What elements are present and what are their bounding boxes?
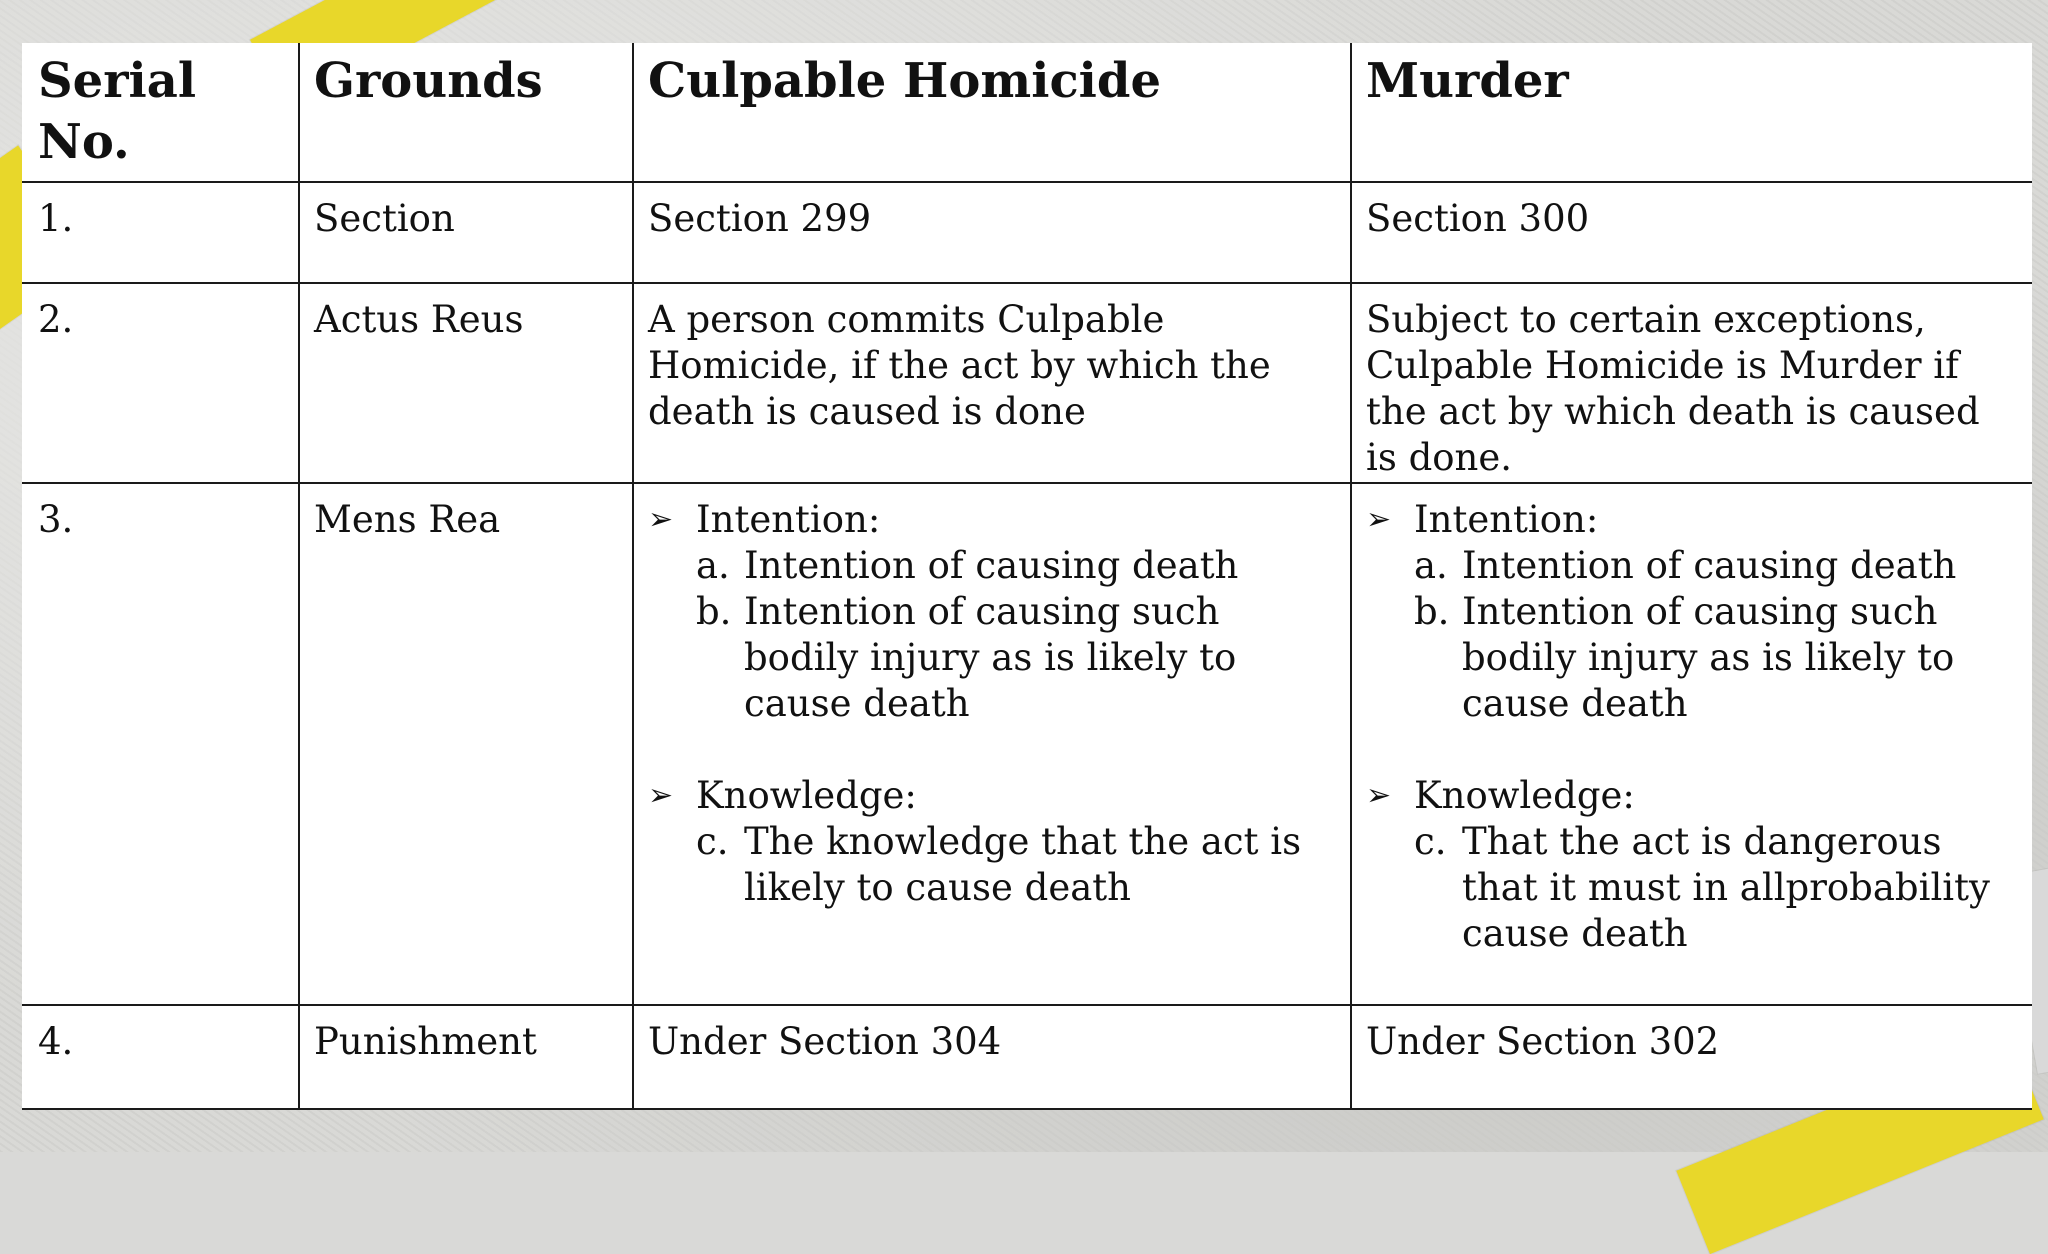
intention-label: Intention:: [1414, 498, 1599, 541]
header-serial-no: Serial No.: [22, 43, 299, 182]
knowledge-label: Knowledge:: [696, 774, 917, 817]
item-text: The knowledge that the act is likely to cause death: [744, 820, 1302, 909]
murder-cell: Subject to certain exceptions, Culpable Homicide is Murder if the act by which death is caused is done.: [1351, 283, 2032, 483]
serial-cell: 1.: [22, 182, 299, 283]
ground-cell: Section: [299, 182, 633, 283]
arrow-bullet-icon: ➢: [1366, 778, 1392, 813]
arrow-bullet-icon: ➢: [648, 778, 674, 813]
culpable-cell: A person commits Culpable Homicide, if the act by which the death is caused is done: [633, 283, 1351, 483]
item-text: That the act is dangerous that it must in allprobability cause death: [1462, 820, 1990, 955]
table-row: [22, 182, 2032, 283]
list-item: [648, 819, 1336, 911]
knowledge-label: Knowledge:: [1414, 774, 1635, 817]
list-item: [648, 543, 1336, 589]
item-letter: b.: [696, 590, 732, 633]
item-letter: c.: [1414, 820, 1447, 863]
item-letter: b.: [1414, 590, 1450, 633]
ground-cell: Punishment: [299, 1005, 633, 1109]
item-text: Intention of causing such bodily injury as is likely to cause death: [744, 590, 1237, 725]
arrow-bullet-icon: ➢: [1366, 502, 1392, 537]
murder-cell: Section 300: [1351, 182, 2032, 283]
comparison-table: [22, 43, 2032, 1110]
header-murder: Murder: [1351, 43, 2032, 182]
item-letter: a.: [696, 544, 730, 587]
arrow-bullet-icon: ➢: [648, 502, 674, 537]
table-row: [22, 1005, 2032, 1109]
culpable-cell: Section 299: [633, 182, 1351, 283]
intention-label: Intention:: [696, 498, 881, 541]
header-row: [22, 43, 2032, 182]
list-item: [1366, 819, 2018, 957]
serial-cell: 4.: [22, 1005, 299, 1109]
list-item: [1366, 543, 2018, 589]
murder-cell: Under Section 302: [1351, 1005, 2032, 1109]
list-item: [648, 589, 1336, 727]
ground-cell: Actus Reus: [299, 283, 633, 483]
intention-group: [648, 497, 1336, 727]
header-culpable-homicide: Culpable Homicide: [633, 43, 1351, 182]
serial-cell: 2.: [22, 283, 299, 483]
item-text: Intention of causing death: [1462, 544, 1957, 587]
culpable-cell: [633, 483, 1351, 1005]
item-letter: a.: [1414, 544, 1448, 587]
table-row: [22, 283, 2032, 483]
culpable-cell: Under Section 304: [633, 1005, 1351, 1109]
intention-group: [1366, 497, 2018, 727]
list-item: [1366, 589, 2018, 727]
header-grounds: Grounds: [299, 43, 633, 182]
knowledge-group: [648, 773, 1336, 911]
knowledge-group: [1366, 773, 2018, 957]
ground-cell: Mens Rea: [299, 483, 633, 1005]
serial-cell: 3.: [22, 483, 299, 1005]
murder-cell: [1351, 483, 2032, 1005]
item-letter: c.: [696, 820, 729, 863]
item-text: Intention of causing such bodily injury as is likely to cause death: [1462, 590, 1955, 725]
table-row: [22, 483, 2032, 1005]
item-text: Intention of causing death: [744, 544, 1239, 587]
